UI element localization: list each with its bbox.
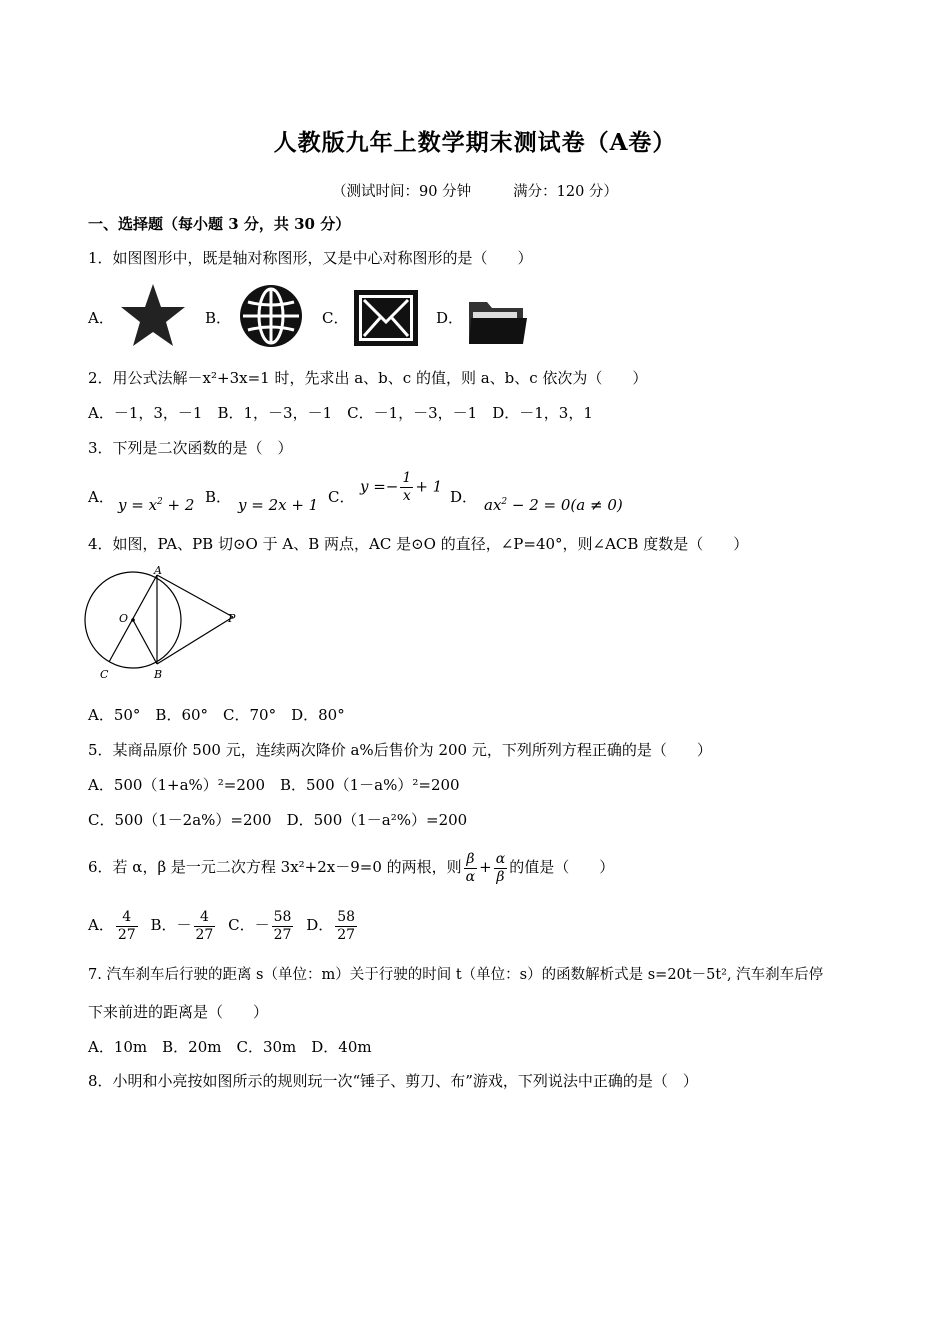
tangent-circle-figure bbox=[80, 562, 250, 684]
q5-options-ab: A．500（1+a%）²=200 B．500（1－a%）²=200 bbox=[88, 776, 460, 794]
q3-option-a: $y = x^2 + 2$ bbox=[118, 496, 195, 514]
q8-stem: 8．小明和小亮按如图所示的规则玩一次“锤子、剪刀、布”游戏，下列说法中正确的是（ ） bbox=[88, 1072, 698, 1090]
star-icon bbox=[118, 280, 188, 350]
q5-stem: 5．某商品原价 500 元，连续两次降价 a%后售价为 200 元，下列所列方程正确的是（ ） bbox=[88, 741, 712, 759]
q3-label-c: C． bbox=[328, 488, 355, 506]
q1-label-a: A． bbox=[88, 309, 114, 327]
point-a-label: A bbox=[154, 564, 162, 577]
q3-label-a: A． bbox=[88, 488, 114, 506]
q1-label-d: D． bbox=[436, 309, 464, 327]
q3-stem: 3．下列是二次函数的是（ ） bbox=[88, 439, 293, 457]
globe-icon bbox=[236, 282, 306, 350]
q1-label-c: C． bbox=[322, 309, 349, 327]
q3-label-d: D． bbox=[450, 488, 478, 506]
point-c-label: C bbox=[100, 668, 109, 681]
point-p-label: P bbox=[228, 612, 236, 625]
q7-stem-line2: 下来前进的距离是（ ） bbox=[88, 1003, 269, 1021]
q2-options: A．－1，3，－1 B．1，－3，－1 C．－1，－3，－1 D．－1，3，1 bbox=[88, 404, 593, 422]
q6-options: A． $\frac{4}{27}$ B．－ $\frac{4}{27}$ C．－ $\frac{58}{27}$ D． $\frac{58}{27}$ bbox=[88, 908, 356, 943]
page-title: 人教版九年上数学期末测试卷（A卷） bbox=[273, 129, 677, 156]
q1-label-b: B． bbox=[205, 309, 232, 327]
envelope-icon bbox=[352, 288, 420, 348]
q4-stem: 4．如图，PA、PB 切⊙O 于 A、B 两点，AC 是⊙O 的直径，∠P=40°，则∠ACB 度数是（ ） bbox=[88, 535, 749, 553]
q3-option-c: y =− $\frac{1}{x}$ + 1 bbox=[360, 470, 443, 504]
folder-icon bbox=[467, 294, 529, 348]
q5-options-cd: C．500（1－2a%）=200 D．500（1－a²%）=200 bbox=[88, 811, 468, 829]
q7-stem-line1: 7. 汽车刹车后行驶的距离 s（单位：m）关于行驶的时间 t（单位：s）的函数解析式是 s=20t－5t², 汽车刹车后停 bbox=[88, 967, 824, 983]
q7-options: A．10m B．20m C．30m D．40m bbox=[88, 1038, 372, 1056]
q3-option-b: y = 2x + 1 bbox=[238, 496, 319, 514]
q1-stem: 1．如图图形中，既是轴对称图形，又是中心对称图形的是（ ） bbox=[88, 249, 533, 267]
exam-info bbox=[0, 180, 950, 201]
section-heading: 一、选择题（每小题 3 分，共 30 分） bbox=[88, 215, 351, 233]
point-o-label: O bbox=[119, 612, 129, 625]
full-score: 满分：120 分） bbox=[513, 184, 618, 200]
q3-label-b: B． bbox=[205, 488, 232, 506]
q3-option-d: $ax^2 - 2 = 0(a \ne 0)$ bbox=[484, 496, 623, 514]
test-time: （测试时间：90 分钟 bbox=[332, 184, 472, 200]
q4-options: A．50° B．60° C．70° D．80° bbox=[88, 706, 345, 724]
point-b-label: B bbox=[154, 668, 163, 681]
q2-stem: 2．用公式法解－x²+3x=1 时，先求出 a、b、c 的值，则 a、b、c 依次为（ ） bbox=[88, 369, 648, 387]
q6-stem: 6．若 α，β 是一元二次方程 3x²+2x－9=0 的两根，则 $\frac{\beta}{\alpha}$ + $\frac{\alpha}{\beta}$ 的值是（ ） bbox=[88, 850, 615, 885]
